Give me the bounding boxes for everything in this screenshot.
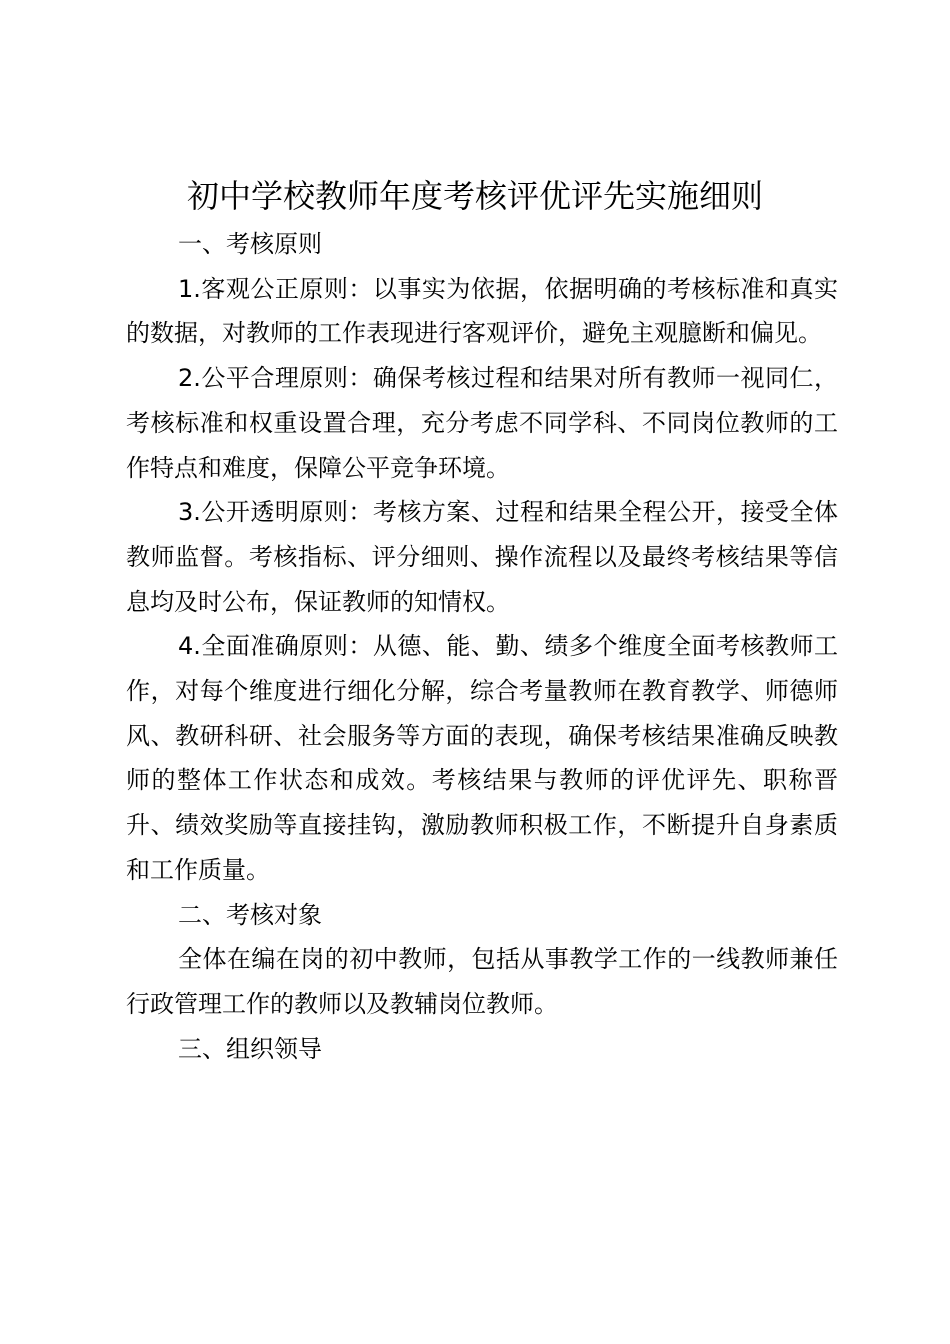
paragraph-fair-reasonable: 2.公平合理原则：确保考核过程和结果对所有教师一视同仁，考核标准和权重设置合理，充分考虑不同学科、不同岗位教师的工作特点和难度，保障公平竞争环境。 — [126, 364, 838, 482]
paragraph-objective-fair: 1.客观公正原则：以事实为依据，依据明确的考核标准和真实的数据，对教师的工作表现进行客观评价，避免主观臆断和偏见。 — [126, 274, 838, 348]
paragraph-open-transparent: 3.公开透明原则：考核方案、过程和结果全程公开，接受全体教师监督。考核指标、评分细则、操作流程以及最终考核结果等信息均及时公布，保证教师的知情权。 — [126, 498, 838, 616]
section-heading-subjects: 二、考核对象 — [178, 900, 322, 929]
document-body — [126, 222, 838, 1071]
document-title: 初中学校教师年度考核评优评先实施细则 — [186, 177, 763, 215]
section-heading-leadership: 三、组织领导 — [178, 1034, 322, 1063]
paragraph-subjects: 全体在编在岗的初中教师，包括从事教学工作的一线教师兼任行政管理工作的教师以及教辅岗位教师。 — [126, 945, 838, 1018]
paragraph-comprehensive-accurate: 4.全面准确原则：从德、能、勤、绩多个维度全面考核教师工作，对每个维度进行细化分解，综合考量教师在教育教学、师德师风、教研科研、社会服务等方面的表现，确保考核结果准确反映教师的整体工作状态和成效。考核结果与教师的评优评先、职称晋升、绩效奖励等直接挂钩，激励教师积极工作，不断提升自身素质和工作质量。 — [126, 632, 838, 884]
section-heading-principles: 一、考核原则 — [178, 230, 322, 258]
